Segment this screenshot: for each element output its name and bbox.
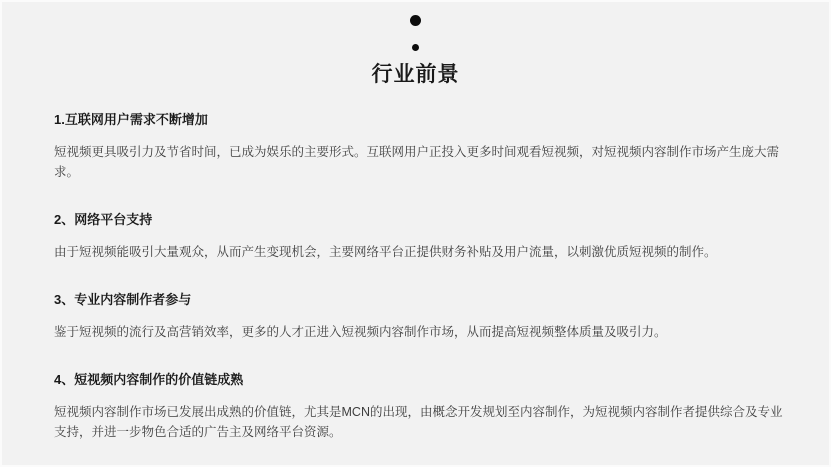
section-professional-creators	[54, 293, 794, 342]
dot-small-icon	[412, 44, 419, 51]
section-platform-support	[54, 213, 794, 262]
section-body: 鉴于短视频的流行及高营销效率，更多的人才正进入短视频内容制作市场，从而提高短视频整体质量及吸引力。	[54, 325, 667, 339]
content-area	[54, 113, 794, 467]
section-heading: 2、网络平台支持	[54, 212, 153, 227]
section-body: 由于短视频能吸引大量观众，从而产生变现机会，主要网络平台正提供财务补贴及用户流量，以刺激优质短视频的制作。	[54, 245, 717, 259]
section-internet-user-demand	[54, 113, 794, 182]
page-title: 行业前景	[371, 63, 460, 86]
section-body: 短视频更具吸引力及节省时间，已成为娱乐的主要形式。互联网用户正投入更多时间观看短视频，对短视频内容制作市场产生庞大需求。	[54, 145, 780, 179]
section-heading: 1.互联网用户需求不断增加	[54, 112, 208, 127]
section-heading: 4、短视频内容制作的价值链成熟	[54, 372, 244, 387]
decorative-dots	[2, 15, 829, 51]
dot-large-icon	[410, 15, 421, 26]
section-body: 短视频内容制作市场已发展出成熟的价值链，尤其是MCN的出现，由概念开发规划至内容制作，为短视频内容制作者提供综合及专业支持，并进一步物色合适的广告主及网络平台资源。	[54, 405, 783, 439]
section-heading: 3、专业内容制作者参与	[54, 292, 192, 307]
section-value-chain-mature	[54, 373, 794, 442]
